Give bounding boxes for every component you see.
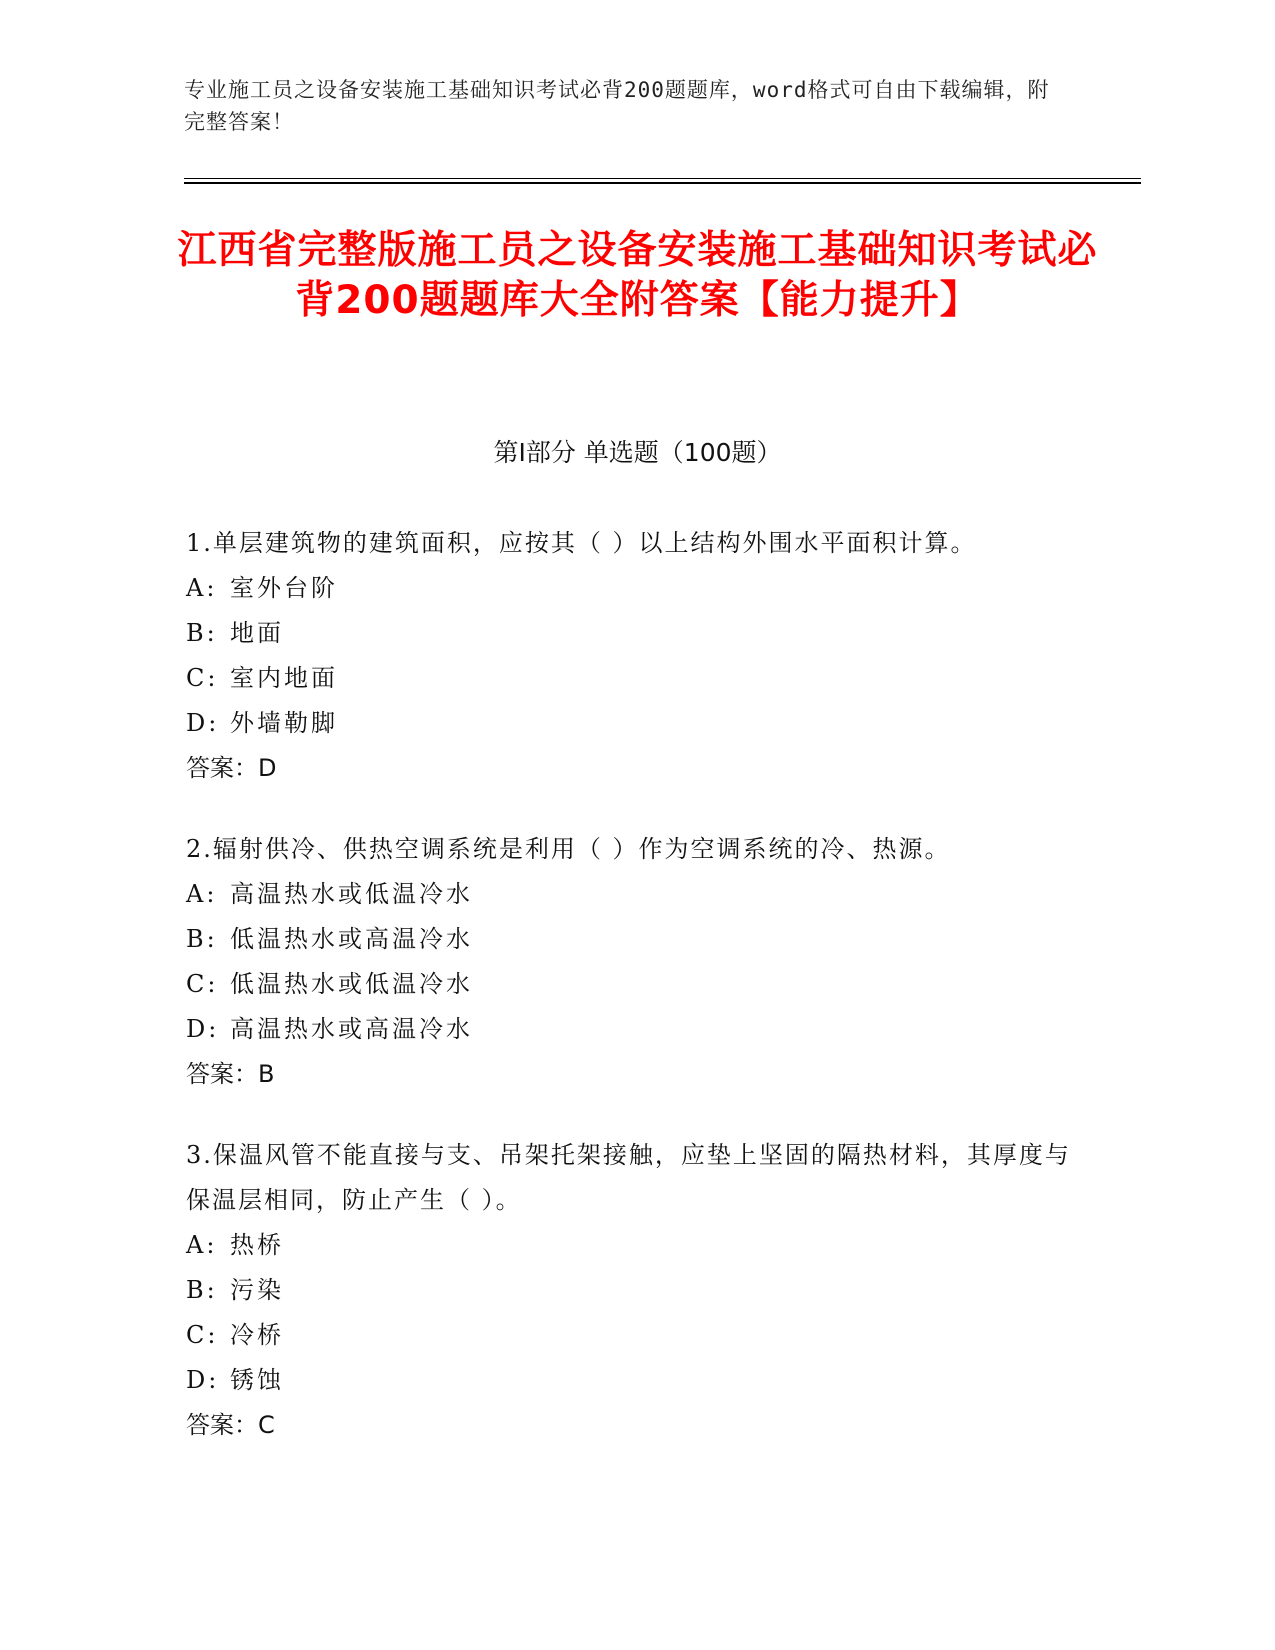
option-letter: B: [186,1276,218,1304]
option-text: 热桥 [230,1231,284,1259]
option-text: 室外台阶 [230,574,338,602]
option-letter: C: [186,1321,219,1349]
option-b [186,1268,1086,1313]
option-text: 高温热水或低温冷水 [230,880,473,908]
option-d [186,1007,1086,1052]
option-text: 高温热水或高温冷水 [230,1015,473,1043]
option-letter: B: [186,619,218,647]
option-text: 污染 [230,1276,284,1304]
section-title: 第I部分 单选题（100题） [493,438,782,467]
question-3 [186,1133,1086,1448]
document-title: 江西省完整版施工员之设备安装施工基础知识考试必背200题题库大全附答案【能力提升】 [177,228,1098,323]
option-letter: D: [186,1015,220,1043]
option-letter: D: [186,1366,220,1394]
option-a [186,872,1086,917]
option-letter: A: [186,574,218,602]
question-stem: 1.单层建筑物的建筑面积，应按其（ ）以上结构外围水平面积计算。 [186,529,977,557]
header-note: 专业施工员之设备安装施工基础知识考试必背200题题库，word格式可自由下载编辑，附完整答案！ [184,78,1050,134]
answer-line: 答案：B [186,1060,275,1088]
option-text: 外墙勒脚 [230,709,338,737]
option-a [186,1223,1086,1268]
question-stem: 2.辐射供冷、供热空调系统是利用（ ）作为空调系统的冷、热源。 [186,835,951,863]
option-letter: A: [186,1231,218,1259]
option-d [186,1358,1086,1403]
option-letter: D: [186,709,220,737]
option-letter: C: [186,970,219,998]
option-b [186,917,1086,962]
option-text: 低温热水或高温冷水 [230,925,473,953]
option-text: 冷桥 [230,1321,284,1349]
option-text: 锈蚀 [230,1366,284,1394]
option-c [186,656,1086,701]
question-1 [186,521,1086,791]
option-text: 地面 [230,619,284,647]
option-text: 低温热水或低温冷水 [230,970,473,998]
option-c [186,1313,1086,1358]
option-letter: A: [186,880,218,908]
question-2 [186,827,1086,1097]
question-list [186,521,1086,1484]
option-letter: C: [186,664,219,692]
question-stem: 3.保温风管不能直接与支、吊架托架接触，应垫上坚固的隔热材料，其厚度与保温层相同，防止产生（ ）。 [186,1141,1071,1214]
answer-line: 答案：D [186,754,277,782]
header-divider-thick [184,182,1141,184]
option-text: 室内地面 [230,664,338,692]
option-a [186,566,1086,611]
option-c [186,962,1086,1007]
answer-line: 答案：C [186,1411,275,1439]
option-d [186,701,1086,746]
option-b [186,611,1086,656]
option-letter: B: [186,925,218,953]
header-divider-thin [184,178,1141,179]
